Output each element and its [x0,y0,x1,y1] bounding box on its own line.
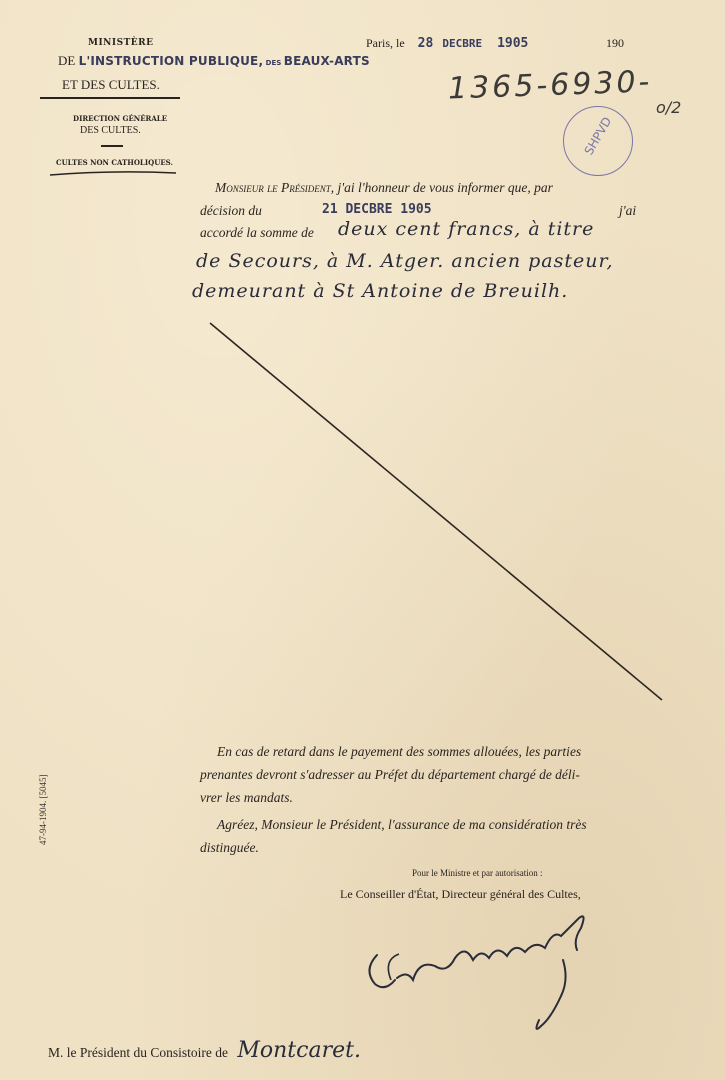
printed-year: 190 [606,36,624,50]
ministry-heading: MINISTÈRE [88,38,154,48]
archive-code-suffix: o/2 [656,98,682,117]
date-month: DECBRE [442,37,483,50]
decision-date: 21 DECBRE 1905 [322,202,432,217]
notice-line-1: En cas de retard dans le payement des sommes allouées, les parties [217,744,582,759]
archive-stamp-text: SHPVD [581,114,615,158]
ministry-stamp-instruction: L'INSTRUCTION PUBLIQUE, [78,54,264,68]
handwritten-recipient: de Secours, à M. Atger. ancien pasteur, [196,250,614,272]
intro-text: j'ai l'honneur de vous informer que, par [334,180,553,195]
greeting: Monsieur le Président, [215,180,335,195]
handwritten-residence: demeurant à St Antoine de Breuilh. [192,280,569,302]
ministry-prefix: DE [58,53,79,68]
archive-code: 1365-6930- [447,64,653,107]
date-day: 28 [417,36,434,51]
direction-heading: DIRECTION GÉNÉRALE [73,114,168,123]
handwritten-amount: deux cent francs, à titre [338,218,595,240]
notice-line-2: prenantes devront s'adresser au Préfet du département chargé de déli- [200,767,580,782]
date-year: 1905 [497,36,529,51]
ministry-name-line2: ET DES CULTES. [62,77,160,92]
recipient-place: Montcaret. [237,1038,361,1063]
recipient-line [48,1038,361,1063]
signature-authority: Pour le Ministre et par autorisation : [412,868,543,878]
notice-line-3: vrer les mandats. [200,790,293,805]
closing-line-1: Agréez, Monsieur le Président, l'assurance de ma considération très [217,817,587,832]
signature-title: Le Conseiller d'État, Directeur général des Cultes, [340,887,581,901]
side-print-code: 47-94-1904. [5045] [38,774,48,845]
ministry-stamp-beaux-arts: BEAUX-ARTS [283,54,370,68]
closing-line-2: distinguée. [200,840,259,855]
recipient-prefix: M. le Président du Consistoire de [48,1045,228,1060]
jai-text: j'ai [619,203,637,218]
decision-label: décision du [200,203,262,218]
date-prefix: Paris, le [366,36,405,50]
non-catholic-heading: CULTES NON CATHOLIQUES. [56,158,173,167]
handwritten-signature [355,900,605,1040]
ministry-stamp-des: DES [263,59,284,67]
accorde-label: accordé la somme de [200,225,314,240]
direction-cultes: DES CULTES. [80,125,141,136]
